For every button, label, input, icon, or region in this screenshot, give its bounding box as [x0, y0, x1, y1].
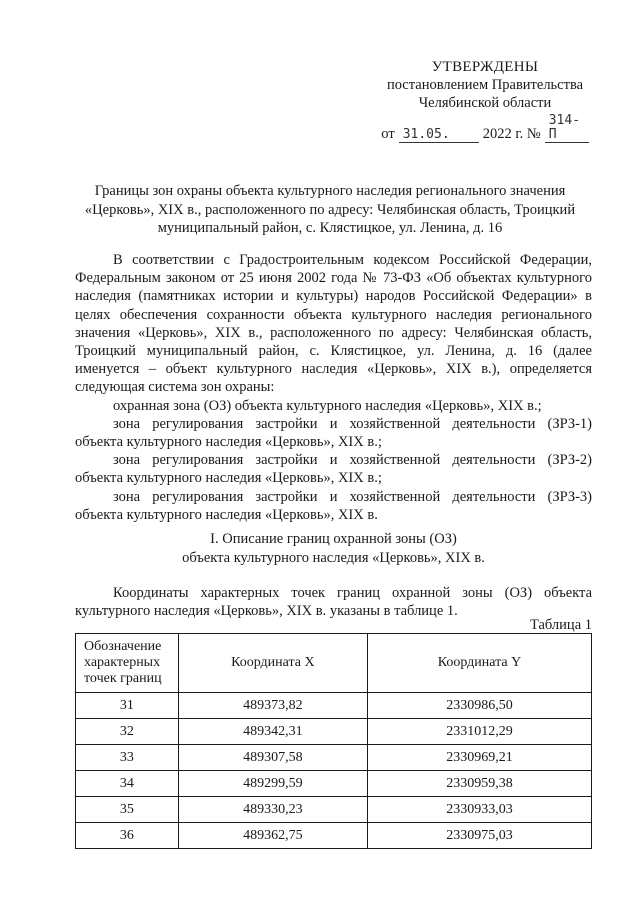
handwritten-date: 31.05. [399, 128, 479, 143]
title-line-1: Границы зон охраны объекта культурного наследия регионального значения [94, 183, 566, 199]
header-point: Обозначение характерных точек границ [76, 634, 179, 693]
cell-x: 489307,58 [178, 745, 367, 771]
section-heading-line-1: I. Описание границ охранной зоны (ОЗ) [210, 531, 457, 547]
cell-y: 2330986,50 [367, 693, 591, 719]
cell-point: 35 [76, 797, 179, 823]
table-row [76, 719, 592, 745]
table-row [76, 823, 592, 849]
cell-y: 2330975,03 [367, 823, 591, 849]
cell-x: 489330,23 [178, 797, 367, 823]
table-row [76, 797, 592, 823]
table-header-row [76, 634, 592, 693]
coordinates-text: Координаты характерных точек границ охранной зоны (ОЗ) объекта культурного наследия «Церковь», XIX в. указаны в таблице 1. [75, 585, 592, 620]
coordinates-table [75, 633, 592, 849]
coordinates-paragraph [75, 584, 592, 620]
approval-date-line [370, 114, 600, 143]
table-row [76, 693, 592, 719]
cell-y: 2330933,03 [367, 797, 591, 823]
cell-y: 2330959,38 [367, 771, 591, 797]
section-heading-line-2: объекта культурного наследия «Церковь», XIX в. [182, 549, 485, 566]
cell-point: 36 [76, 823, 179, 849]
zone-item-zrz-1: зона регулирования застройки и хозяйственной деятельности (ЗРЗ-1) объекта культурного наследия «Церковь», XIX в.; [75, 415, 592, 451]
cell-x: 489362,75 [178, 823, 367, 849]
header-y: Координата Y [367, 634, 591, 693]
year-text: 2022 г. № [482, 126, 541, 142]
zone-item-zrz-2: зона регулирования застройки и хозяйственной деятельности (ЗРЗ-2) объекта культурного наследия «Церковь», XIX в.; [75, 452, 592, 487]
cell-y: 2331012,29 [367, 719, 591, 745]
table-row [76, 771, 592, 797]
date-prefix: от [381, 126, 395, 142]
cell-x: 489342,31 [178, 719, 367, 745]
zone-item-zrz-3: зона регулирования застройки и хозяйственной деятельности (ЗРЗ-3) объекта культурного наследия «Церковь», XIX в. [75, 488, 592, 523]
header-x: Координата X [178, 634, 367, 693]
approval-title: УТВЕРЖДЕНЫ [431, 59, 539, 75]
title-line-3: муниципальный район, с. Клястицкое, ул. Ленина, д. 16 [157, 220, 503, 236]
cell-point: 33 [76, 745, 179, 771]
cell-point: 32 [76, 719, 179, 745]
title-line-2: «Церковь», XIX в., расположенного по адресу: Челябинская область, Троицкий [84, 201, 576, 218]
zone-item-oz: охранная зона (ОЗ) объекта культурного наследия «Церковь», XIX в.; [113, 397, 542, 414]
approval-stamp [370, 58, 600, 143]
approval-line-2: Челябинской области [418, 95, 552, 111]
table-label: Таблица 1 [529, 617, 592, 633]
approval-line-1: постановлением Правительства [386, 77, 584, 93]
cell-point: 31 [76, 693, 179, 719]
cell-y: 2330969,21 [367, 745, 591, 771]
cell-point: 34 [76, 771, 179, 797]
body-text [75, 251, 592, 524]
document-title [60, 182, 600, 238]
section-heading [75, 530, 592, 567]
table-row [76, 745, 592, 771]
intro-paragraph: В соответствии с Градостроительным кодексом Российской Федерации, Федеральным законом от 25 июня 2002 года № 73-ФЗ «Об объектах культурного наследия (памятниках истории и культуры) народов Российской Федерации» в целях обеспечения сохранности объекта культурного наследия регионального значения «Церковь», XIX в., расположенного по адресу: Челябинская область, Троицкий муниципальный район, с. Клястицкое, ул. Ленина, д. 16 (далее именуется – объект культурного наследия «Церковь», XIX в.), определяется следующая система зон охраны: [75, 252, 592, 396]
cell-x: 489299,59 [178, 771, 367, 797]
handwritten-number: 314-П [545, 114, 589, 143]
cell-x: 489373,82 [178, 693, 367, 719]
